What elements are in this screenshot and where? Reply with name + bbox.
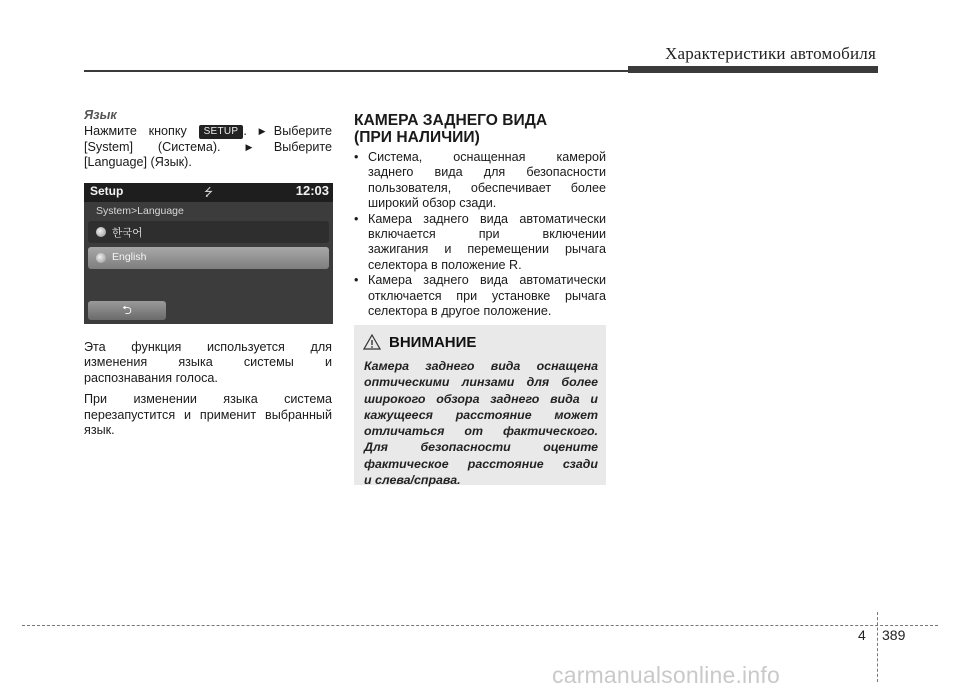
text-line: заднего вида для безопасности [368, 165, 606, 180]
text-line: Камера заднего вида автоматически [368, 211, 606, 226]
bullet-dot-icon: • [354, 150, 359, 164]
bullet-dot-icon: • [354, 211, 359, 226]
arrow-right-icon: ▶ [245, 141, 274, 152]
separator: . [243, 124, 247, 139]
text-line: Для безопасности оцените [364, 440, 598, 455]
header-rule [84, 70, 628, 72]
page-number: 389 [882, 627, 906, 643]
text-line: язык. [84, 423, 115, 438]
text-line: Камера заднего вида оснащена [364, 359, 598, 373]
footer-rule [22, 625, 938, 626]
instruction-line-1 [84, 124, 332, 139]
bullet-list [354, 150, 606, 319]
text-line: широкого обзора заднего вида и [364, 391, 598, 406]
header-rule-thick [628, 66, 878, 73]
warning-box [354, 325, 606, 488]
instruction-text: Нажмите кнопку [84, 124, 187, 139]
choose-text: Выберите [273, 139, 333, 154]
usb-icon: ⭍ [204, 187, 214, 199]
warning-triangle-icon [363, 334, 381, 350]
back-arrow-icon: ⮌ [122, 303, 132, 317]
language-option-label: English [112, 251, 147, 263]
page-header-title: Характеристики автомобиля [665, 44, 876, 63]
language-option-english[interactable] [88, 247, 329, 269]
text-line: селектора в положение R. [368, 257, 522, 272]
text-line: Система, оснащенная камерой [368, 150, 606, 164]
text-line: отличаться от фактического. [364, 424, 598, 439]
bullet-item [354, 273, 606, 319]
bullet-item [354, 150, 606, 212]
warning-text [364, 358, 598, 488]
text-line: включается при включении [368, 227, 606, 242]
radio-icon [96, 227, 106, 237]
text-line: Эта функция используется для [84, 340, 332, 354]
text-line: При изменении языка система [84, 392, 332, 407]
text-line: Камера заднего вида автоматически [368, 273, 606, 288]
language-option-label: 한국어 [112, 227, 143, 239]
screen-status-bar [84, 183, 333, 202]
radio-icon [96, 253, 106, 263]
warning-title: ВНИМАНИЕ [389, 334, 477, 351]
choose-text: Выберите [273, 124, 332, 139]
text-line: кажущееся расстояние может [364, 407, 598, 422]
text-line: отключается при установке рычага [368, 288, 606, 303]
text-line: оптическими линзами для более [364, 375, 598, 390]
language-heading: Язык [84, 108, 117, 122]
system-item-text: [System] (Система). [84, 139, 221, 154]
text-line: перезапустится и применит выбранный [84, 407, 332, 422]
language-option-korean[interactable] [88, 221, 329, 243]
text-line: селектора в другое положение. [368, 304, 552, 319]
instruction-line-3: [Language] (Язык). [84, 155, 192, 170]
bullet-item [354, 212, 606, 274]
watermark: carmanualsonline.info [552, 662, 780, 688]
arrow-right-icon: ▶ [258, 126, 274, 137]
text-line: изменения языка системы и [84, 355, 332, 370]
screen-clock: 12:03 [295, 183, 329, 198]
setup-language-screen [84, 183, 333, 324]
text-line: зажигания и перемещении рычага [368, 242, 606, 257]
text-line: широкий обзор сзади. [368, 196, 497, 211]
back-button[interactable] [88, 301, 166, 320]
footer-separator [877, 612, 878, 682]
language-section [84, 108, 332, 171]
screen-title: Setup [90, 184, 124, 198]
text-line: пользователя, обеспечивает более [368, 180, 606, 195]
screen-breadcrumb: System>Language [96, 205, 184, 217]
setup-key-badge: SETUP [199, 125, 244, 139]
language-description [84, 340, 332, 438]
section-title-line: КАМЕРА ЗАДНЕГО ВИДА [354, 112, 548, 129]
bullet-dot-icon: • [354, 273, 359, 288]
text-line: распознавания голоса. [84, 370, 218, 385]
chapter-number: 4 [858, 627, 866, 643]
section-title-line: (ПРИ НАЛИЧИИ) [354, 129, 480, 146]
text-line: фактическое расстояние сзади [364, 456, 598, 471]
instruction-line-2 [84, 140, 332, 155]
section-title [354, 112, 606, 146]
text-line: и слева/справа. [364, 473, 461, 488]
rear-camera-section [354, 112, 606, 319]
